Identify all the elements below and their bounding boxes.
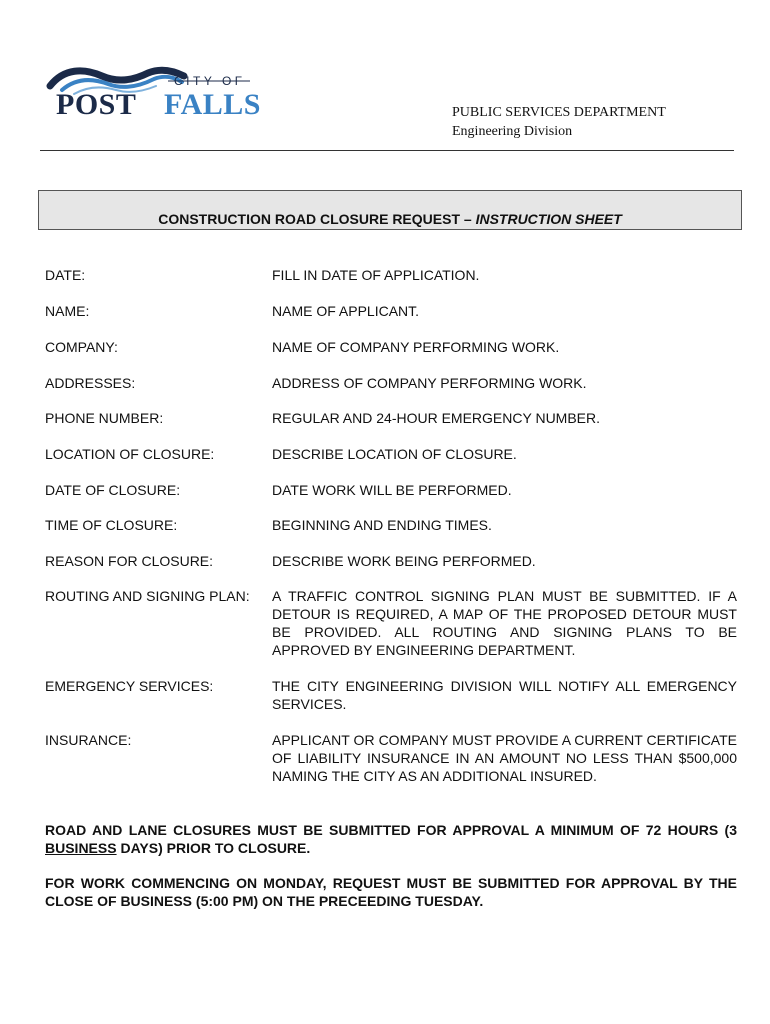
title-box: [38, 190, 742, 230]
notice-72-hours: [45, 821, 737, 857]
field-instruction: DATE WORK WILL BE PERFORMED.: [272, 482, 512, 498]
division-name: Engineering Division: [452, 124, 573, 139]
notice-text: ROAD AND LANE CLOSURES MUST BE SUBMITTED FOR APPROVAL A MINIMUM OF 72 HOURS (3: [45, 822, 737, 838]
field-instruction: ADDRESS OF COMPANY PERFORMING WORK.: [272, 375, 587, 391]
header-divider: [40, 150, 734, 151]
page-title: [39, 211, 741, 227]
field-instruction: NAME OF COMPANY PERFORMING WORK.: [272, 339, 560, 355]
notice-monday-work: FOR WORK COMMENCING ON MONDAY, REQUEST MUST BE SUBMITTED FOR APPROVAL BY THE CLOSE OF BUSINESS (5:00 PM) ON THE PRECEEDING TUESDAY.: [45, 875, 737, 909]
field-instruction: FILL IN DATE OF APPLICATION.: [272, 267, 480, 283]
field-label: TIME OF CLOSURE:: [45, 517, 178, 533]
field-label: PHONE NUMBER:: [45, 410, 164, 426]
field-label: REASON FOR CLOSURE:: [45, 553, 214, 569]
field-instruction: REGULAR AND 24-HOUR EMERGENCY NUMBER.: [272, 410, 601, 426]
field-label: DATE OF CLOSURE:: [45, 482, 181, 498]
field-label: INSURANCE:: [45, 732, 132, 748]
field-label: DATE:: [45, 267, 86, 283]
field-label: ROUTING AND SIGNING PLAN:: [45, 588, 250, 604]
logo-falls: FALLS: [164, 88, 261, 121]
field-label: EMERGENCY SERVICES:: [45, 678, 214, 694]
notice-text: DAYS) PRIOR TO CLOSURE.: [116, 840, 311, 856]
field-instruction: DESCRIBE LOCATION OF CLOSURE.: [272, 446, 517, 462]
field-instruction: BEGINNING AND ENDING TIMES.: [272, 517, 492, 533]
title-main: CONSTRUCTION ROAD CLOSURE REQUEST –: [158, 211, 472, 227]
notice-business-underlined: BUSINESS: [45, 840, 117, 856]
department-name: PUBLIC SERVICES DEPARTMENT: [452, 105, 666, 120]
field-label: NAME:: [45, 303, 90, 319]
field-instruction: NAME OF APPLICANT.: [272, 303, 420, 319]
field-label: LOCATION OF CLOSURE:: [45, 446, 215, 462]
field-instruction: THE CITY ENGINEERING DIVISION WILL NOTIFY ALL EMERGENCY SERVICES.: [272, 678, 737, 712]
field-label: ADDRESSES:: [45, 375, 136, 391]
field-label: COMPANY:: [45, 339, 118, 355]
field-instruction: A TRAFFIC CONTROL SIGNING PLAN MUST BE SUBMITTED. IF A DETOUR IS REQUIRED, A MAP OF THE PROPOSED DETOUR MUST BE PROVIDED. ALL ROUTING AND SIGNING PLANS TO BE APPROVED BY ENGINEERING DEPARTMENT.: [272, 588, 737, 658]
department-header: [452, 103, 666, 141]
title-italic: INSTRUCTION SHEET: [475, 211, 622, 227]
logo-post: POST: [56, 88, 137, 121]
logo-city-of: CITY OF: [174, 74, 246, 88]
field-instruction: DESCRIBE WORK BEING PERFORMED.: [272, 553, 536, 569]
field-instruction: APPLICANT OR COMPANY MUST PROVIDE A CURRENT CERTIFICATE OF LIABILITY INSURANCE IN AN AMOUNT NO LESS THAN $500,000 NAMING THE CITY AS AN ADDITIONAL INSURED.: [272, 732, 737, 784]
city-logo: [44, 60, 261, 124]
